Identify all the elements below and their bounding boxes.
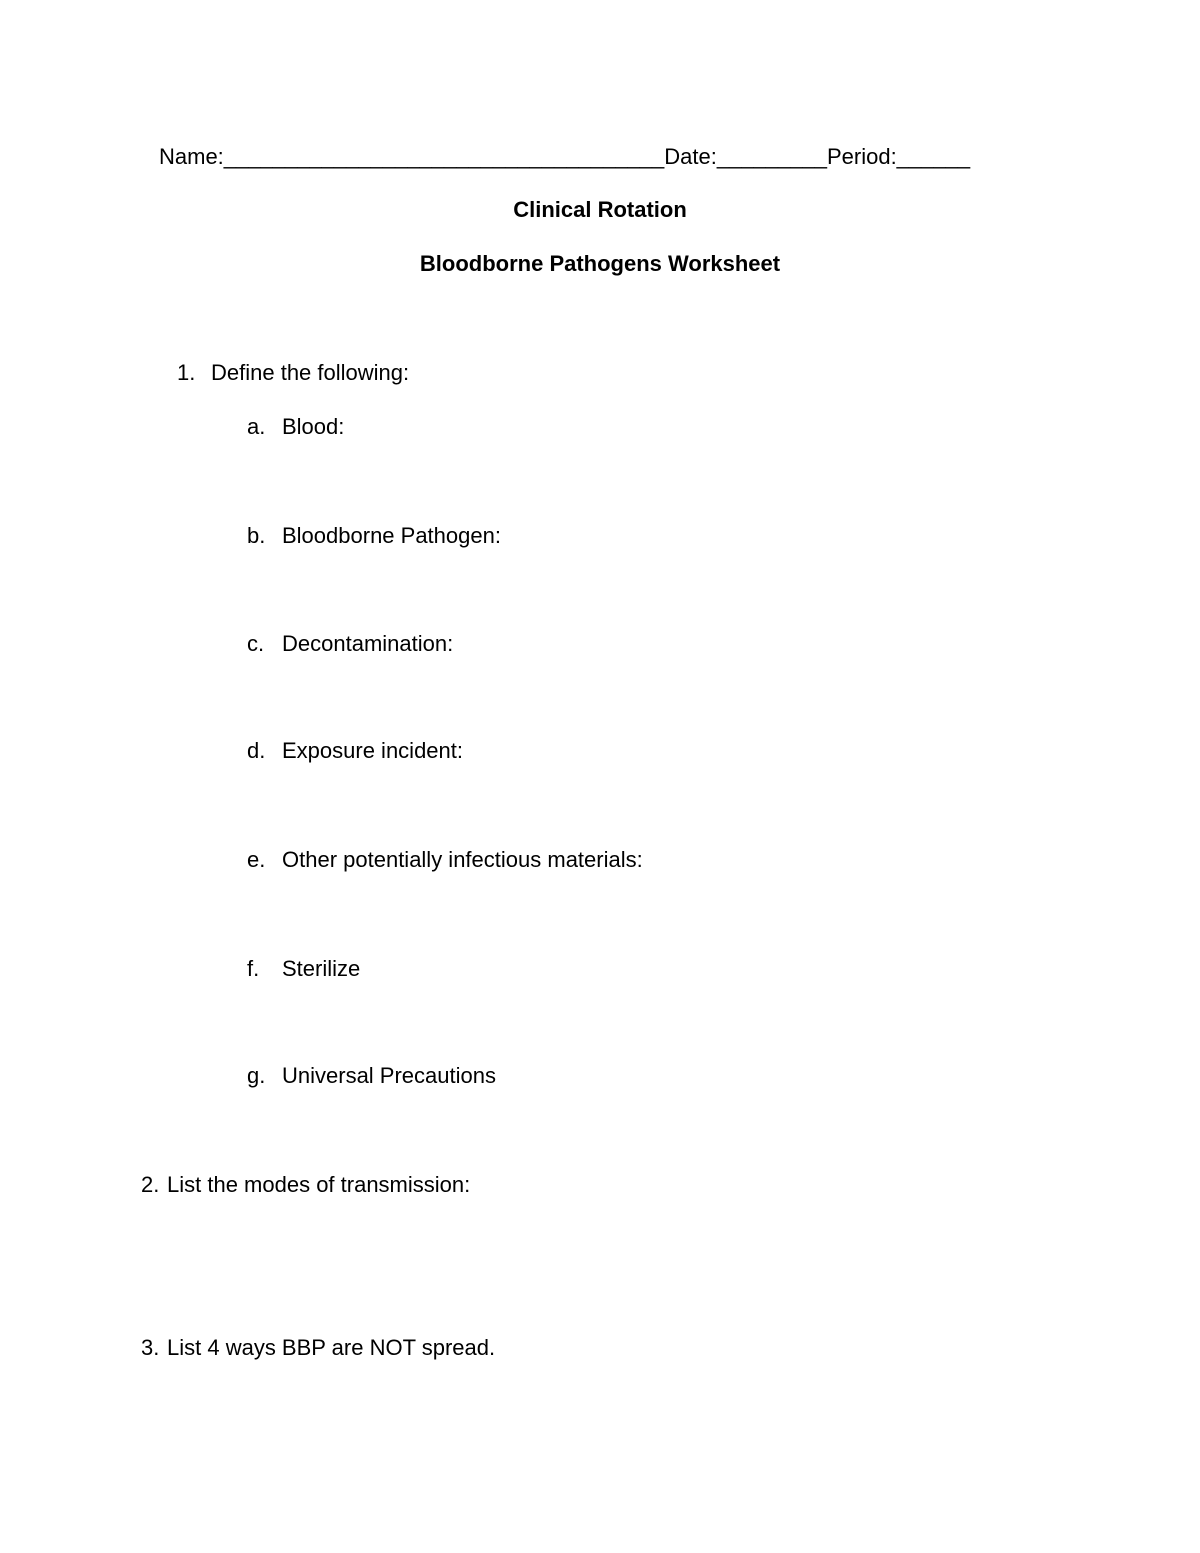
document-subtitle: Bloodborne Pathogens Worksheet — [419, 251, 781, 276]
item-g-marker: g. — [247, 1063, 266, 1088]
item-f-text: Sterilize — [282, 956, 361, 981]
question-1-marker: 1. — [177, 360, 196, 385]
item-d-marker: d. — [247, 738, 266, 763]
item-d-text: Exposure incident: — [282, 738, 463, 763]
question-1-text: Define the following: — [211, 360, 410, 385]
question-2-text: List the modes of transmission: — [167, 1172, 471, 1197]
question-2-marker: 2. — [141, 1172, 160, 1197]
item-b-text: Bloodborne Pathogen: — [282, 523, 501, 548]
item-f-marker: f. — [247, 956, 260, 981]
item-c-marker: c. — [247, 631, 265, 656]
question-3-text: List 4 ways BBP are NOT spread. — [167, 1335, 496, 1360]
item-a-text: Blood: — [282, 414, 345, 439]
item-g-text: Universal Precautions — [282, 1063, 496, 1088]
item-b-marker: b. — [247, 523, 266, 548]
name-date-period-line: Name:____________________________________Date:_________Period:______ — [159, 144, 971, 169]
document-title: Clinical Rotation — [513, 197, 687, 222]
item-a-marker: a. — [247, 414, 266, 439]
item-e-text: Other potentially infectious materials: — [282, 847, 643, 872]
item-c-text: Decontamination: — [282, 631, 454, 656]
item-e-marker: e. — [247, 847, 266, 872]
question-3-marker: 3. — [141, 1335, 160, 1360]
